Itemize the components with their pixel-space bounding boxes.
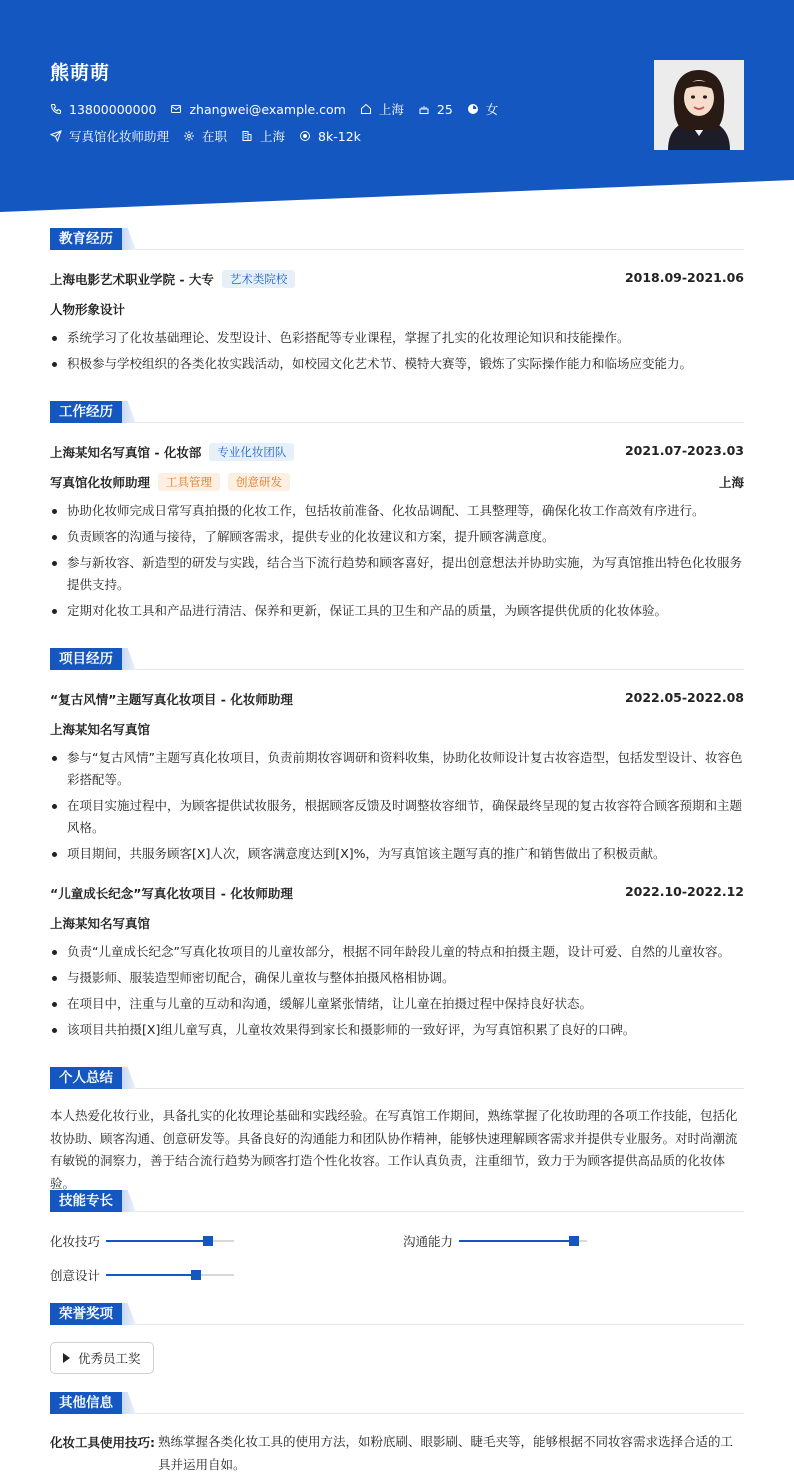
school-tag: 艺术类院校 (222, 270, 296, 288)
major: 人物形象设计 (50, 302, 126, 317)
skill-name: 沟通能力 (403, 1234, 454, 1249)
salary-text: 8k-12k (318, 128, 361, 144)
other-value: 熟练掌握各类化妆工具的使用方法，如粉底刷、眼影刷、睫毛夹等，能够根据不同妆容需求选择合适的工具并运用自如。 (158, 1434, 734, 1472)
location-text: 上海 (378, 102, 404, 117)
skill-fill (106, 1240, 208, 1242)
section-title-honors: 荣誉奖项 (50, 1303, 122, 1325)
home-icon (360, 103, 372, 115)
section-projects (50, 648, 744, 670)
city-text: 上海 (260, 129, 286, 144)
candidate-name: 熊萌萌 (50, 62, 111, 84)
project-period: 2022.10-2022.12 (624, 884, 744, 899)
company-name: 上海某知名写真馆 - 化妆部 (50, 445, 202, 460)
project-org: 上海某知名写真馆 (50, 916, 151, 931)
project-name: “复古风情”主题写真化妆项目 - 化妆师助理 (50, 692, 293, 707)
skill-knob (569, 1236, 579, 1246)
skill-item (403, 1232, 587, 1250)
list-item: 参与新妆容、新造型的研发与实践，结合当下流行趋势和顾客喜好，提出创意想法并协助实施，为写真馆推出特色化妆服务提供支持。 (50, 552, 744, 596)
section-title-projects: 项目经历 (50, 648, 122, 670)
list-item: 协助化妆师完成日常写真拍摄的化妆工作，包括妆前准备、化妆品调配、工具整理等，确保化妆工作高效有序进行。 (50, 500, 744, 522)
list-item: 参与“复古风情”主题写真化妆项目，负责前期妆容调研和资料收集，协助化妆师设计复古妆容造型，包括发型设计、妆容色彩搭配等。 (50, 747, 744, 791)
gender-icon (467, 103, 479, 115)
status-text: 在职 (202, 129, 228, 144)
section-skills (50, 1190, 744, 1212)
company-tag: 专业化妆团队 (209, 443, 294, 461)
role-name: 写真馆化妆师助理 (50, 475, 151, 490)
role-tag: 工具管理 (158, 473, 220, 491)
email-text: zhangwei@example.com (189, 101, 346, 117)
project-org-row (50, 914, 744, 932)
list-item: 与摄影师、服装造型师密切配合，确保儿童妆与整体拍摄风格相协调。 (50, 967, 744, 989)
skill-bar (459, 1240, 587, 1242)
list-item: 在项目实施过程中，为顾客提供试妆服务，根据顾客反馈及时调整妆容细节，确保最终呈现的复古妆容符合顾客预期和主题风格。 (50, 795, 744, 839)
work-location: 上海 (718, 475, 744, 490)
section-summary (50, 1067, 744, 1089)
skill-item (50, 1232, 234, 1250)
play-icon (63, 1353, 70, 1363)
list-item: 负责顾客的沟通与接待，了解顾客需求，提供专业的化妆建议和方案，提升顾客满意度。 (50, 526, 744, 548)
skill-bar (106, 1274, 234, 1276)
role-row (50, 473, 744, 491)
list-item: 项目期间，共服务顾客[X]人次，顾客满意度达到[X]%，为写真馆该主题写真的推广和销售做出了积极贡献。 (50, 843, 744, 865)
coin-icon (299, 130, 311, 142)
project-org: 上海某知名写真馆 (50, 722, 151, 737)
job-intent-row (50, 127, 375, 145)
phone-item (50, 102, 156, 117)
list-item: 该项目共拍摄[X]组儿童写真，儿童妆效果得到家长和摄影师的一致好评，为写真馆积累了良好的口碑。 (50, 1019, 744, 1041)
skill-name: 化妆技巧 (50, 1234, 101, 1249)
section-title-work: 工作经历 (50, 401, 122, 423)
gender-text: 女 (485, 102, 499, 117)
building-icon (241, 130, 253, 142)
project-period: 2022.05-2022.08 (624, 690, 744, 705)
status-item (183, 127, 227, 145)
work-period: 2021.07-2023.03 (624, 443, 744, 458)
position-text: 写真馆化妆师助理 (69, 129, 170, 144)
role-tag: 创意研发 (228, 473, 290, 491)
skill-fill (459, 1240, 574, 1242)
section-title-skills: 技能专长 (50, 1190, 122, 1212)
summary-text: 本人热爱化妆行业，具备扎实的化妆理论基础和实践经验。在写真馆工作期间，熟练掌握了化妆助理的各项工作技能，包括化妆协助、顾客沟通、创意研发等。具备良好的沟通能力和团队协作精神，能够快速理解顾客需求并提供专业服务。对时尚潮流有敏锐的洞察力，善于结合流行趋势为顾客打造个性化妆容。工作认真负责，注重细节，致力于为顾客提供高品质的化妆体验。 (50, 1108, 738, 1191)
project-header (50, 884, 744, 902)
list-item: 积极参与学校组织的各类化妆实践活动，如校园文化艺术节、模特大赛等，锻炼了实际操作能力和临场应变能力。 (50, 353, 744, 375)
skill-fill (106, 1274, 196, 1276)
section-education (50, 228, 744, 250)
other-label: 化妆工具使用技巧: (50, 1435, 155, 1450)
list-item: 负责“儿童成长纪念”写真化妆项目的儿童妆部分，根据不同年龄段儿童的特点和拍摄主题，设计可爱、自然的儿童妆容。 (50, 941, 744, 963)
phone-text: 13800000000 (69, 101, 157, 117)
work-header (50, 443, 744, 461)
skill-item (50, 1266, 234, 1284)
age-text: 25 (436, 101, 453, 117)
location-item (360, 100, 404, 118)
section-title-education: 教育经历 (50, 228, 122, 250)
phone-icon (50, 103, 62, 115)
education-header (50, 270, 744, 288)
list-item: 定期对化妆工具和产品进行清洁、保养和更新，保证工具的卫生和产品的质量，为顾客提供优质的化妆体验。 (50, 600, 744, 622)
list-item: 系统学习了化妆基础理论、发型设计、色彩搭配等专业课程，掌握了扎实的化妆理论知识和技能操作。 (50, 327, 744, 349)
list-item: 在项目中，注重与儿童的互动和沟通，缓解儿童紧张情绪，让儿童在拍摄过程中保持良好状态。 (50, 993, 744, 1015)
salary-item (299, 129, 361, 144)
section-work (50, 401, 744, 423)
age-item (418, 102, 453, 117)
section-title-summary: 个人总结 (50, 1067, 122, 1089)
mail-icon (170, 103, 182, 115)
position-item (50, 127, 169, 145)
send-icon (50, 130, 62, 142)
skill-knob (191, 1270, 201, 1280)
skill-name: 创意设计 (50, 1268, 101, 1283)
contact-row (50, 100, 512, 118)
avatar (654, 60, 744, 150)
section-honors (50, 1303, 744, 1325)
cake-icon (418, 103, 430, 115)
gender-item (467, 100, 499, 118)
city-item (241, 127, 285, 145)
skill-knob (203, 1236, 213, 1246)
project-name: “儿童成长纪念”写真化妆项目 - 化妆师助理 (50, 886, 293, 901)
gear-icon (183, 130, 195, 142)
project-header (50, 690, 744, 708)
email-item (170, 102, 345, 117)
skill-bar (106, 1240, 234, 1242)
education-period: 2018.09-2021.06 (624, 270, 744, 285)
project-org-row (50, 720, 744, 738)
award-name: 优秀员工奖 (78, 1351, 141, 1366)
school-name: 上海电影艺术职业学院 - 大专 (50, 272, 214, 287)
section-title-other: 其他信息 (50, 1392, 122, 1414)
award-item[interactable] (50, 1342, 154, 1374)
section-other (50, 1392, 744, 1414)
major-row (50, 300, 744, 318)
profile-photo (654, 60, 744, 150)
